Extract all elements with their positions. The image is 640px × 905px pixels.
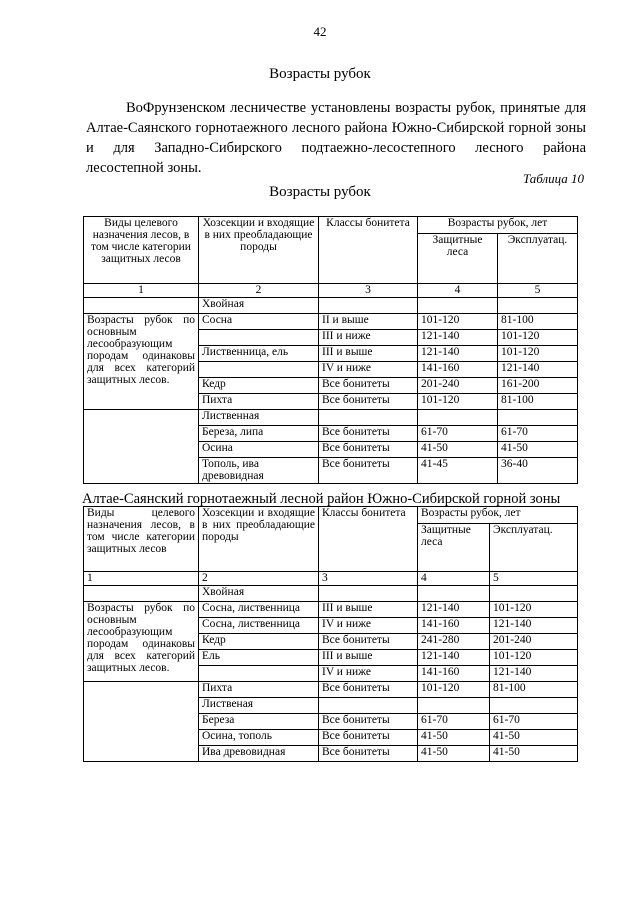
protective-age-cell: 101-120 [418, 682, 490, 698]
exploit-age-cell: 81-100 [498, 394, 578, 410]
group-broadleaf: Лиственая [199, 698, 319, 714]
exploit-age-cell: 36-40 [498, 458, 578, 484]
exploit-age-cell: 121-140 [498, 362, 578, 378]
exploit-age-cell: 121-140 [490, 666, 578, 682]
group-conifer: Хвойная [199, 586, 319, 602]
col-number: 5 [498, 284, 578, 298]
header-kinds: Виды целевого назначения лесов, в том числе категории защитных лесов [84, 507, 199, 572]
header-ages: Возрасты рубок, лет [418, 217, 578, 234]
exploit-age-cell: 121-140 [490, 618, 578, 634]
col-number: 3 [319, 284, 418, 298]
col-number: 4 [418, 572, 490, 586]
exploit-age-cell: 201-240 [490, 634, 578, 650]
region-title: Алтае-Саянский горнотаежный лесной район Южно-Сибирской горной зоны [82, 491, 561, 507]
class-cell: Все бонитеты [319, 394, 418, 410]
class-cell: IV и ниже [319, 666, 418, 682]
page-number: 42 [313, 24, 327, 39]
group-broadleaf: Лиственная [199, 410, 319, 426]
section-cell: Сосна, лиственница [199, 618, 319, 634]
protective-age-cell: 41-50 [418, 442, 498, 458]
protective-age-cell: 201-240 [418, 378, 498, 394]
section-cell [199, 330, 319, 346]
class-cell: Все бонитеты [319, 682, 418, 698]
class-cell: III и выше [319, 650, 418, 666]
class-cell: IV и ниже [319, 618, 418, 634]
exploit-age-cell: 61-70 [498, 426, 578, 442]
class-cell: Все бонитеты [319, 634, 418, 650]
class-cell: II и выше [319, 314, 418, 330]
exploit-age-cell: 61-70 [490, 714, 578, 730]
col-number: 2 [199, 284, 319, 298]
exploit-age-cell: 41-50 [498, 442, 578, 458]
protective-age-cell: 101-120 [418, 314, 498, 330]
protective-age-cell: 41-50 [418, 730, 490, 746]
purpose-cell: Возрасты рубок по основным лесообразующим породам одинаковы для всех категорий защитных лесов. [84, 314, 199, 410]
class-cell: Все бонитеты [319, 730, 418, 746]
protective-age-cell: 141-160 [418, 618, 490, 634]
section-cell: Пихта [199, 682, 319, 698]
protective-age-cell: 41-45 [418, 458, 498, 484]
section-cell: Тополь, ива древовидная [199, 458, 319, 484]
table-label: Таблица 10 [522, 171, 584, 186]
group-conifer: Хвойная [199, 298, 319, 314]
exploit-age-cell: 101-120 [498, 346, 578, 362]
section-cell: Сосна, лиственница [199, 602, 319, 618]
exploit-age-cell: 41-50 [490, 730, 578, 746]
protective-age-cell: 141-160 [418, 362, 498, 378]
exploit-age-cell: 41-50 [490, 746, 578, 762]
protective-age-cell: 61-70 [418, 714, 490, 730]
class-cell: Все бонитеты [319, 746, 418, 762]
class-cell: Все бонитеты [319, 714, 418, 730]
col-number: 2 [199, 572, 319, 586]
header-classes: Классы бонитета [319, 217, 418, 284]
intro-paragraph: ВоФрунзенском лесничестве установлены возрасты рубок, принятые для Алтае-Саянского горнотаежного лесного района Южно-Сибирской горной зоны и для Западно-Сибирского подтаежно-лесостепного лесного района лесостепной зоны. [86, 100, 586, 176]
exploit-age-cell: 81-100 [498, 314, 578, 330]
exploit-age-cell: 101-120 [490, 650, 578, 666]
protective-age-cell: 121-140 [418, 602, 490, 618]
header-protective: Защитные леса [418, 234, 498, 284]
section-cell: Сосна [199, 314, 319, 330]
class-cell: IV и ниже [319, 362, 418, 378]
exploit-age-cell: 101-120 [490, 602, 578, 618]
protective-age-cell: 241-280 [418, 634, 490, 650]
exploit-age-cell: 81-100 [490, 682, 578, 698]
header-exploit: Эксплуатац. [498, 234, 578, 284]
section-cell [199, 666, 319, 682]
cutting-age-table-2 [83, 506, 578, 762]
header-exploit: Эксплуатац. [490, 524, 578, 572]
class-cell: III и ниже [319, 330, 418, 346]
header-sections: Хозсекции и входящие в них преобладающие породы [199, 507, 319, 572]
section-cell: Береза [199, 714, 319, 730]
col-number: 4 [418, 284, 498, 298]
section-cell [199, 362, 319, 378]
section-heading: Возрасты рубок [269, 66, 371, 82]
class-cell: Все бонитеты [319, 378, 418, 394]
protective-age-cell: 121-140 [418, 650, 490, 666]
section-cell: Береза, липа [199, 426, 319, 442]
section-cell: Ива древовидная [199, 746, 319, 762]
header-sections: Хозсекции и входящие в них преобладающие породы [199, 217, 319, 284]
protective-age-cell: 61-70 [418, 426, 498, 442]
purpose-cell: Возрасты рубок по основным лесообразующим породам одинаковы для всех категорий защитных лесов. [84, 602, 199, 682]
header-kinds: Виды целевого назначения лесов, в том числе категории защитных лесов [84, 217, 199, 284]
section-cell: Пихта [199, 394, 319, 410]
class-cell: Все бонитеты [319, 458, 418, 484]
section-cell: Лиственница, ель [199, 346, 319, 362]
col-number: 3 [319, 572, 418, 586]
protective-age-cell: 41-50 [418, 746, 490, 762]
col-number: 1 [84, 572, 199, 586]
class-cell: Все бонитеты [319, 442, 418, 458]
col-number: 1 [84, 284, 199, 298]
cutting-age-table-1 [83, 216, 578, 484]
col-number: 5 [490, 572, 578, 586]
section-cell: Кедр [199, 378, 319, 394]
section-cell: Ель [199, 650, 319, 666]
header-ages: Возрасты рубок, лет [418, 507, 578, 524]
class-cell: III и выше [319, 346, 418, 362]
section-cell: Осина, тополь [199, 730, 319, 746]
header-protective: Защитные леса [418, 524, 490, 572]
protective-age-cell: 121-140 [418, 330, 498, 346]
protective-age-cell: 121-140 [418, 346, 498, 362]
exploit-age-cell: 101-120 [498, 330, 578, 346]
table-title: Возрасты рубок [269, 184, 371, 200]
exploit-age-cell: 161-200 [498, 378, 578, 394]
class-cell: Все бонитеты [319, 426, 418, 442]
class-cell: III и выше [319, 602, 418, 618]
protective-age-cell: 141-160 [418, 666, 490, 682]
protective-age-cell: 101-120 [418, 394, 498, 410]
header-classes: Классы бонитета [319, 507, 418, 572]
section-cell: Осина [199, 442, 319, 458]
section-cell: Кедр [199, 634, 319, 650]
